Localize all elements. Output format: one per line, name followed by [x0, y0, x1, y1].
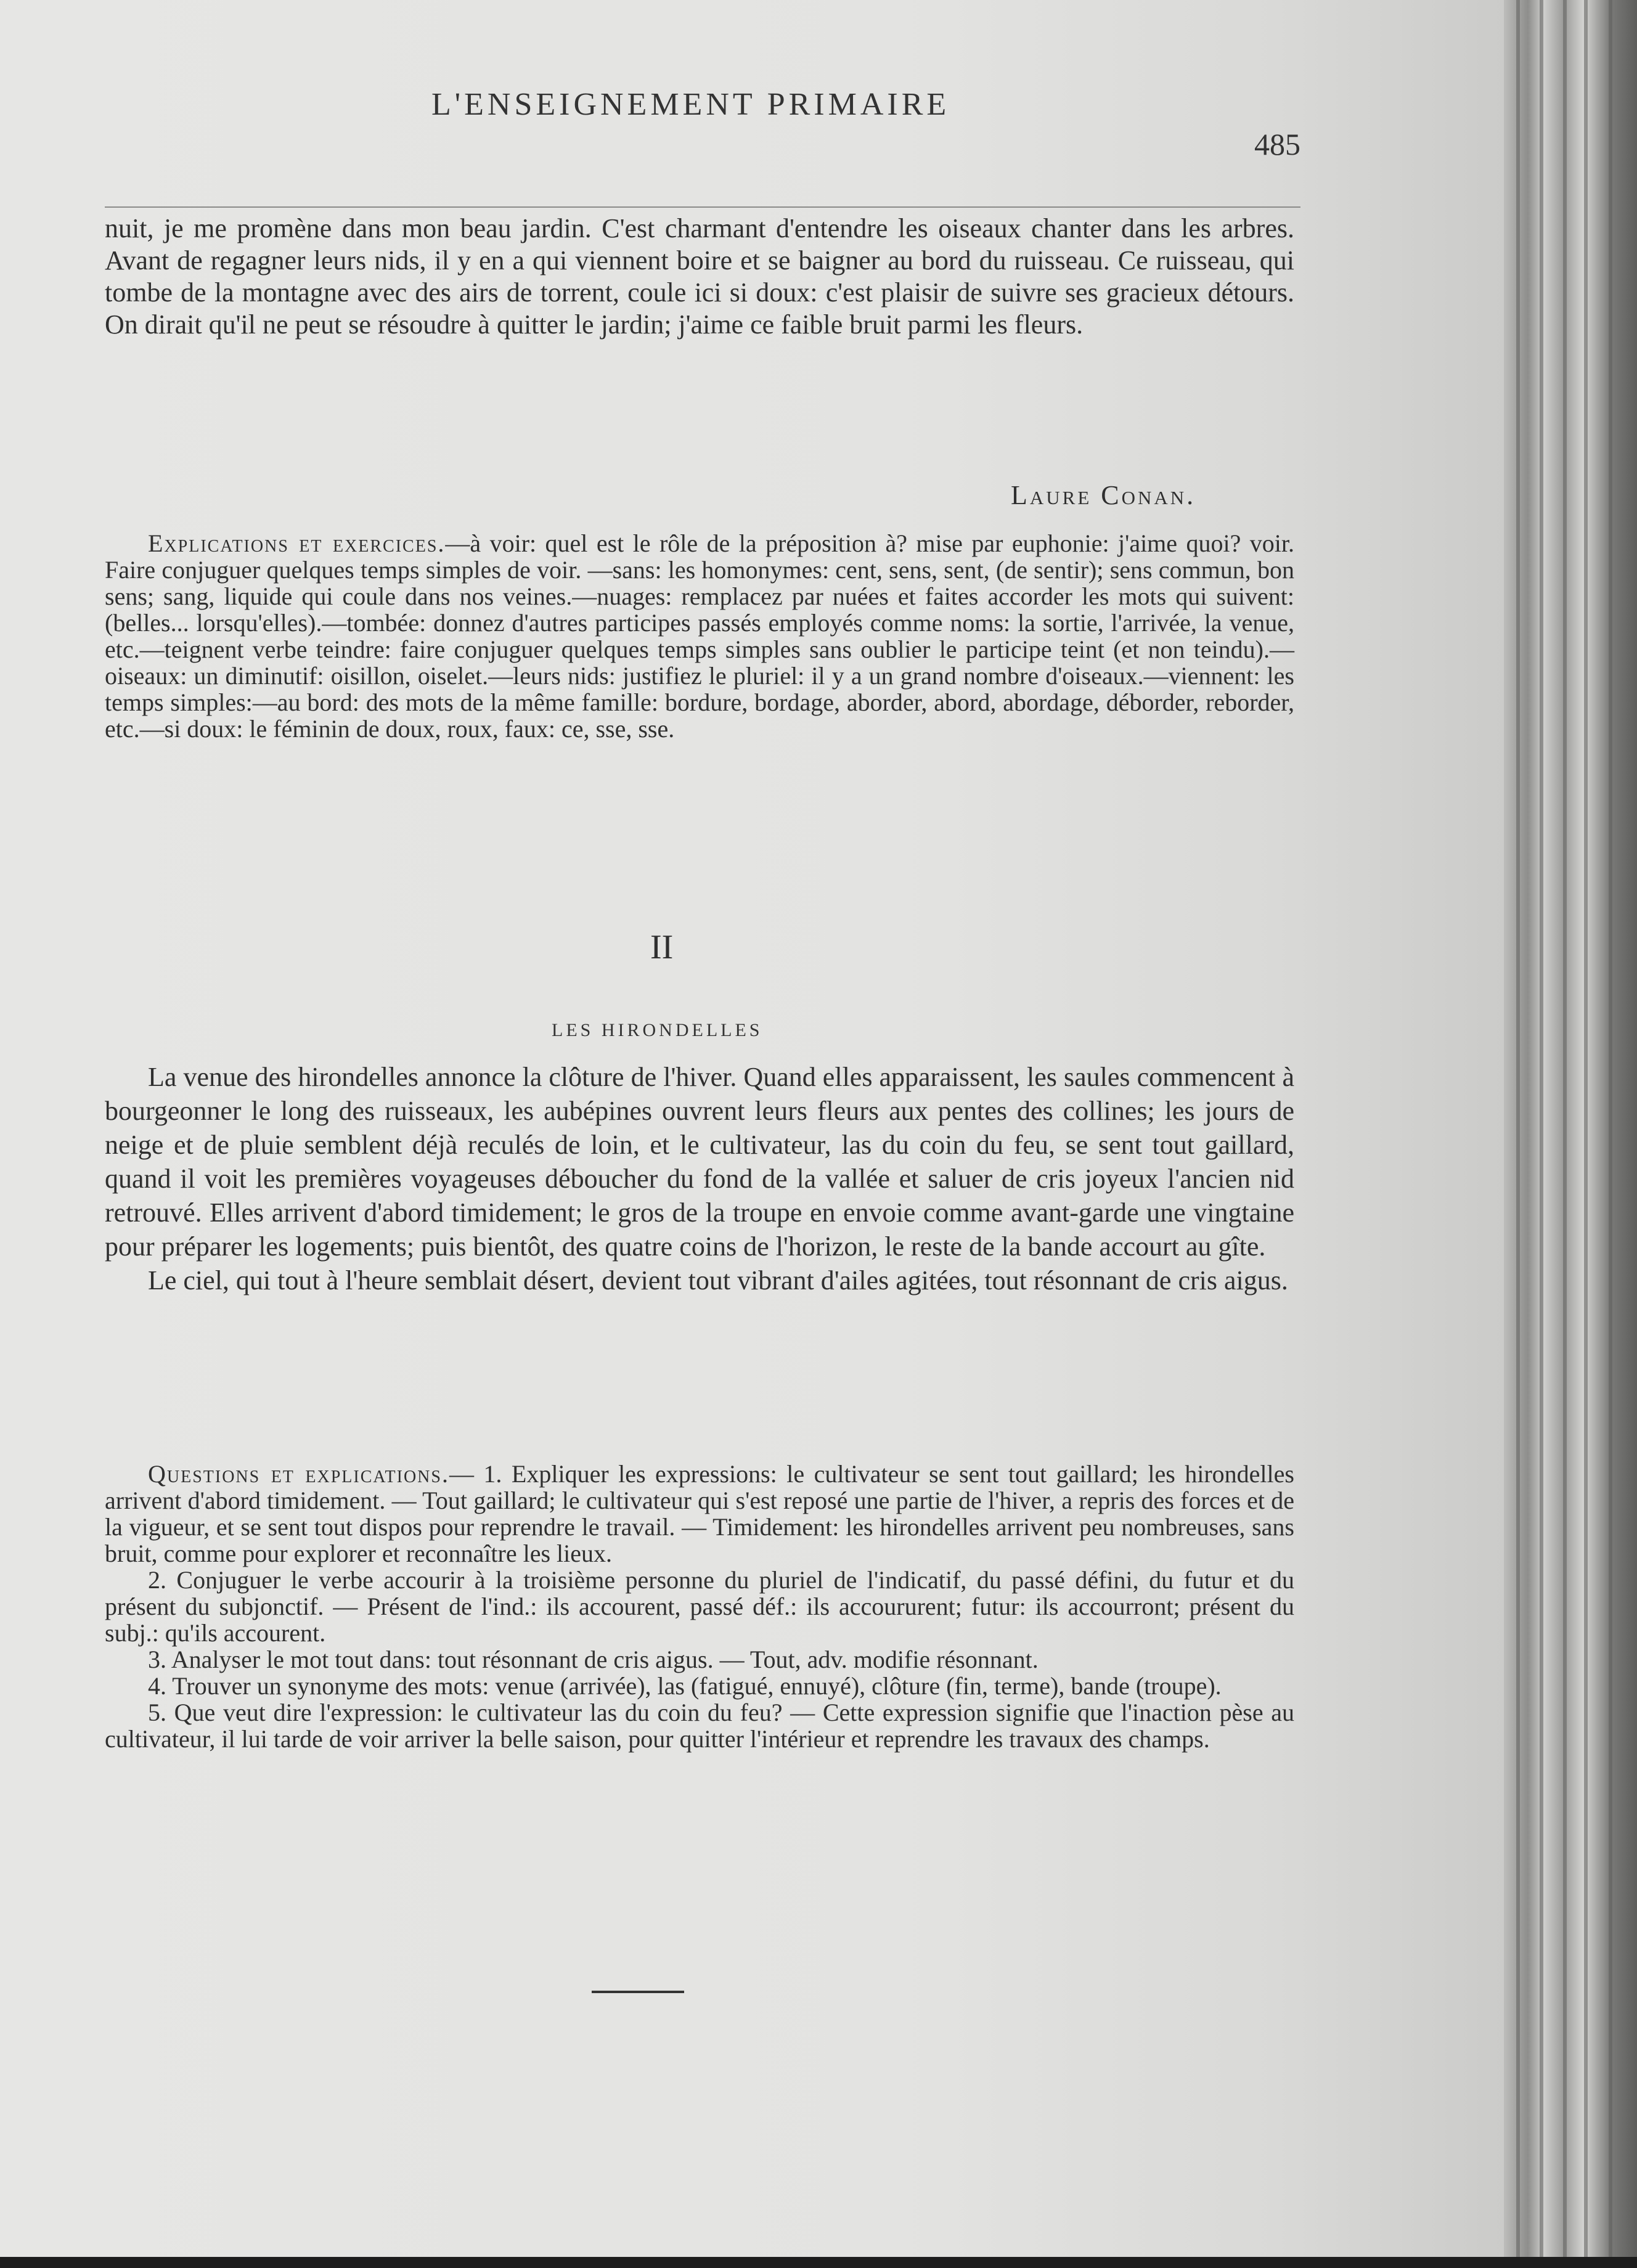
section-title: LES HIRONDELLES: [552, 1020, 763, 1040]
spine-edge-line: [1516, 0, 1520, 2257]
hirondelles-paragraph-two: Le ciel, qui tout à l'heure semblait désert, devient tout vibrant d'ailes agitées, tout résonnant de cris aigus.: [148, 1265, 1288, 1295]
spine-edge-line: [1563, 0, 1567, 2257]
exercises-heading: Explications et exercices.: [148, 529, 446, 557]
question-four: 4. Trouver un synonyme des mots: venue (arrivée), las (fatigué, ennuyé), clôture (fin, terme), bande (troupe).: [148, 1672, 1222, 1700]
question-one-text: — 1. Expliquer les expressions: le cultivateur se sent tout gaillard; les hirondelles arrivent d'abord timidement. — Tout gaillard; le cultivateur qui s'est reposé une partie de l'hiver, a repris des forces et de la vigueur, et se sent tout dispos pour reprendre le travail. — Timidement: les hirondelles arrivent peu nombreuses, sans bruit, comme pour explorer et reconnaître les lieux.: [105, 1460, 1294, 1567]
questions-heading: Questions et explications.: [148, 1460, 449, 1488]
hirondelles-text: [105, 1060, 1294, 1297]
passage-one: [105, 213, 1294, 341]
author-signature: Laure Conan.: [1011, 480, 1196, 510]
header-rule: [105, 206, 1300, 208]
spine-edge-line: [1609, 0, 1612, 2257]
end-rule: [592, 1991, 684, 1993]
passage-one-paragraph: nuit, je me promène dans mon beau jardin. C'est charmant d'entendre les oiseaux chanter dans les arbres. Avant de regagner leurs nids, il y en a qui viennent boire et se baigner au bord du ruisseau. Ce ruisseau, qui tombe de la montagne avec des airs de torrent, coule ici si doux: c'est plaisir de suivre ses gracieux détours. On dirait qu'il ne peut se résoudre à quitter le jardin; j'aime ce faible bruit parmi les fleurs.: [105, 213, 1294, 340]
exercises-paragraph: [105, 530, 1294, 742]
question-one: [105, 1461, 1294, 1567]
exercises-block: [105, 530, 1294, 742]
question-five: 5. Que veut dire l'expression: le cultivateur las du coin du feu? — Cette expression signifie que l'inaction pèse au cultivateur, il lui tarde de voir arriver la belle saison, pour quitter l'intérieur et reprendre les travaux des champs.: [105, 1699, 1294, 1753]
questions-block: [105, 1461, 1294, 1752]
running-head: L'ENSEIGNEMENT PRIMAIRE: [431, 87, 950, 122]
scan-bottom-band: [0, 2257, 1637, 2268]
question-two: 2. Conjuguer le verbe accourir à la troisième personne du pluriel de l'indicatif, du passé défini, du futur et du présent du subjonctif. — Présent de l'ind.: ils accourent, passé déf.: ils accoururent; futur: ils accourront; présent du subj.: qu'ils accourent.: [105, 1566, 1294, 1647]
book-spine: [1504, 0, 1637, 2257]
exercises-text: —à voir: quel est le rôle de la préposition à? mise par euphonie: j'aime quoi? voir. Faire conjuguer quelques temps simples de voir. —sans: les homonymes: cent, sens, sent, (de sentir); sens commun, bon sens; sang, liquide qui coule dans nos veines.—nuages: remplacez par nuées et faites accorder les mots qui suivent: (belles... lorsqu'elles).—tombée: donnez d'autres participes passés employés comme noms: la sortie, l'arrivée, la venue, etc.—teignent verbe teindre: faire conjuguer quelques temps simples sans oublier le participe teint (et non teindu).—oiseaux: un diminutif: oisillon, oiselet.—leurs nids: justifiez le pluriel: il y a un grand nombre d'oiseaux.—viennent: les temps simples:—au bord: des mots de la même famille: bordure, bordage, aborder, abord, abordage, déborder, reborder, etc.—si doux: le féminin de doux, roux, faux: ce, sse, sse.: [105, 529, 1294, 743]
section-number: II: [650, 928, 674, 966]
hirondelles-paragraph-one: La venue des hirondelles annonce la clôture de l'hiver. Quand elles apparaissent, les saules commencent à bourgeonner le long des ruisseaux, les aubépines ouvrent leurs fleurs aux pentes des collines; les jours de neige et de pluie semblent déjà reculés de loin, et le cultivateur, las du coin du feu, se sent tout gaillard, quand il voit les premières voyageuses déboucher du fond de la vallée et saluer de cris joyeux l'ancien nid retrouvé. Elles arrivent d'abord timidement; le gros de la troupe en envoie comme avant-garde une vingtaine pour préparer les logements; puis bientôt, des quatre coins de l'horizon, le reste de la bande accourt au gîte.: [105, 1062, 1294, 1262]
question-three: 3. Analyser le mot tout dans: tout résonnant de cris aigus. — Tout, adv. modifie résonnant.: [148, 1646, 1039, 1673]
spine-edge-line: [1584, 0, 1588, 2257]
page-number: 485: [1254, 127, 1300, 161]
spine-edge-line: [1540, 0, 1543, 2257]
